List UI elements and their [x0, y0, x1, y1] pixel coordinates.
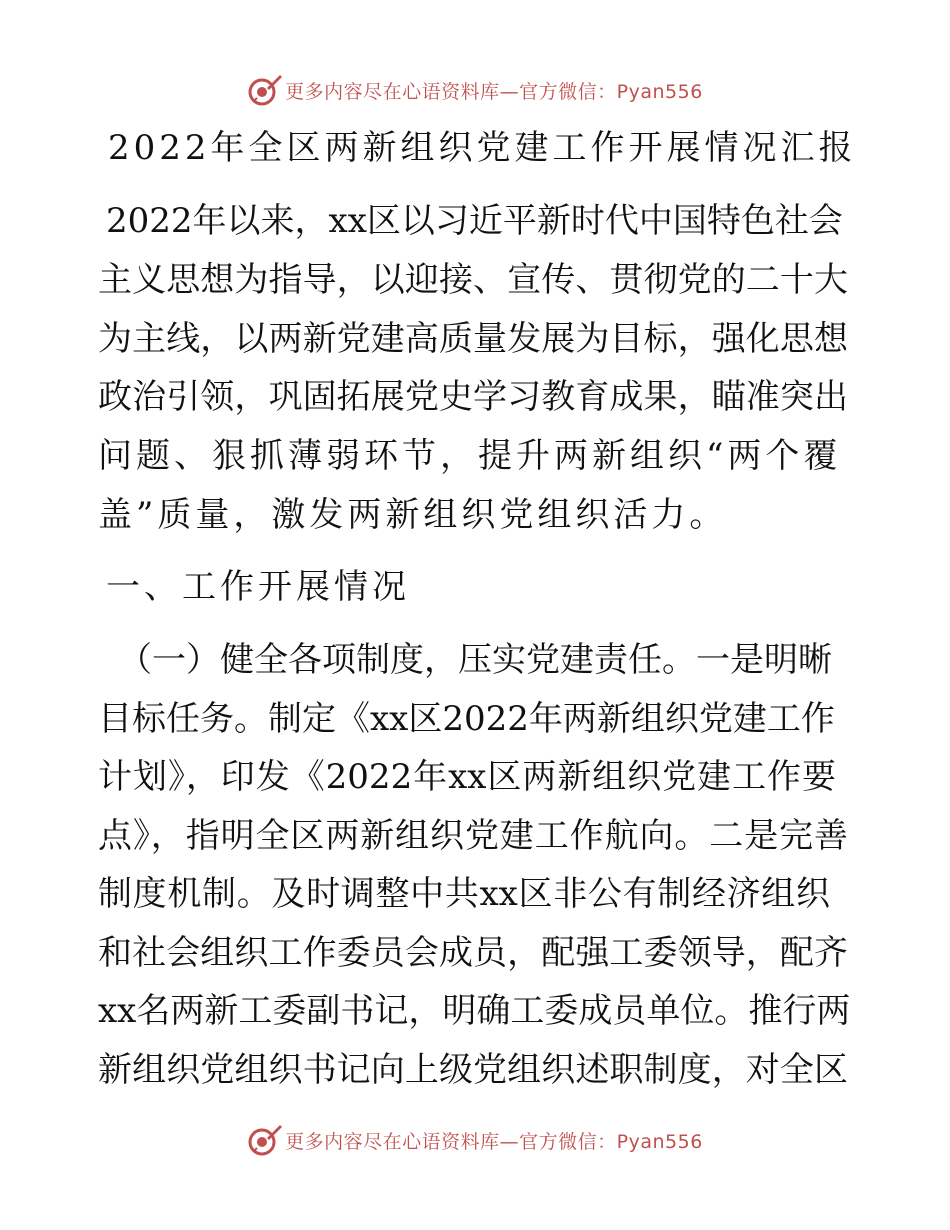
intro-line-1: 2022年以来，xx区以习近平新时代中国特色社会: [106, 201, 843, 241]
intro-line-6: 盖”质量，激发两新组织党组织活力。: [98, 495, 728, 535]
section1-line-3: 计划》，印发《2022年xx区两新组织党建工作要: [98, 757, 836, 797]
document-title: 2022年全区两新组织党建工作开展情况汇报: [108, 128, 857, 168]
intro-line-3: 为主线，以两新党建高质量发展为目标，强化思想: [98, 319, 848, 359]
pen-logo-icon: [247, 1122, 283, 1158]
section1-line-5: 制度机制。及时调整中共xx区非公有制经济组织: [98, 874, 830, 914]
section1-line-6: 和社会组织工作委员会成员，配强工委领导，配齐: [98, 933, 848, 973]
section1-line-2: 目标任务。制定《xx区2022年两新组织党建工作: [98, 699, 835, 739]
intro-line-2: 主义思想为指导，以迎接、宣传、贯彻党的二十大: [98, 260, 848, 300]
watermark-text: 更多内容尽在心语资料库—官方微信：Pyan556: [285, 1130, 703, 1153]
section1-line-7: xx名两新工委副书记，明确工委成员单位。推行两: [98, 991, 851, 1031]
section1-line-4: 点》，指明全区两新组织党建工作航向。二是完善: [98, 816, 848, 856]
watermark-text: 更多内容尽在心语资料库—官方微信：Pyan556: [285, 80, 703, 103]
pen-logo-icon: [247, 72, 283, 108]
footer-watermark: [0, 1122, 950, 1158]
section1-line-1: （一）健全各项制度，压实党建责任。一是明晰: [118, 640, 832, 680]
section1-line-8: 新组织党组织书记向上级党组织述职制度，对全区: [98, 1050, 848, 1090]
intro-line-4: 政治引领，巩固拓展党史学习教育成果，瞄准突出: [98, 377, 848, 417]
header-watermark: [0, 72, 950, 108]
intro-line-5: 问题、狠抓薄弱环节，提升两新组织“两个覆: [98, 436, 842, 476]
section-heading: 一、工作开展情况: [106, 567, 410, 607]
